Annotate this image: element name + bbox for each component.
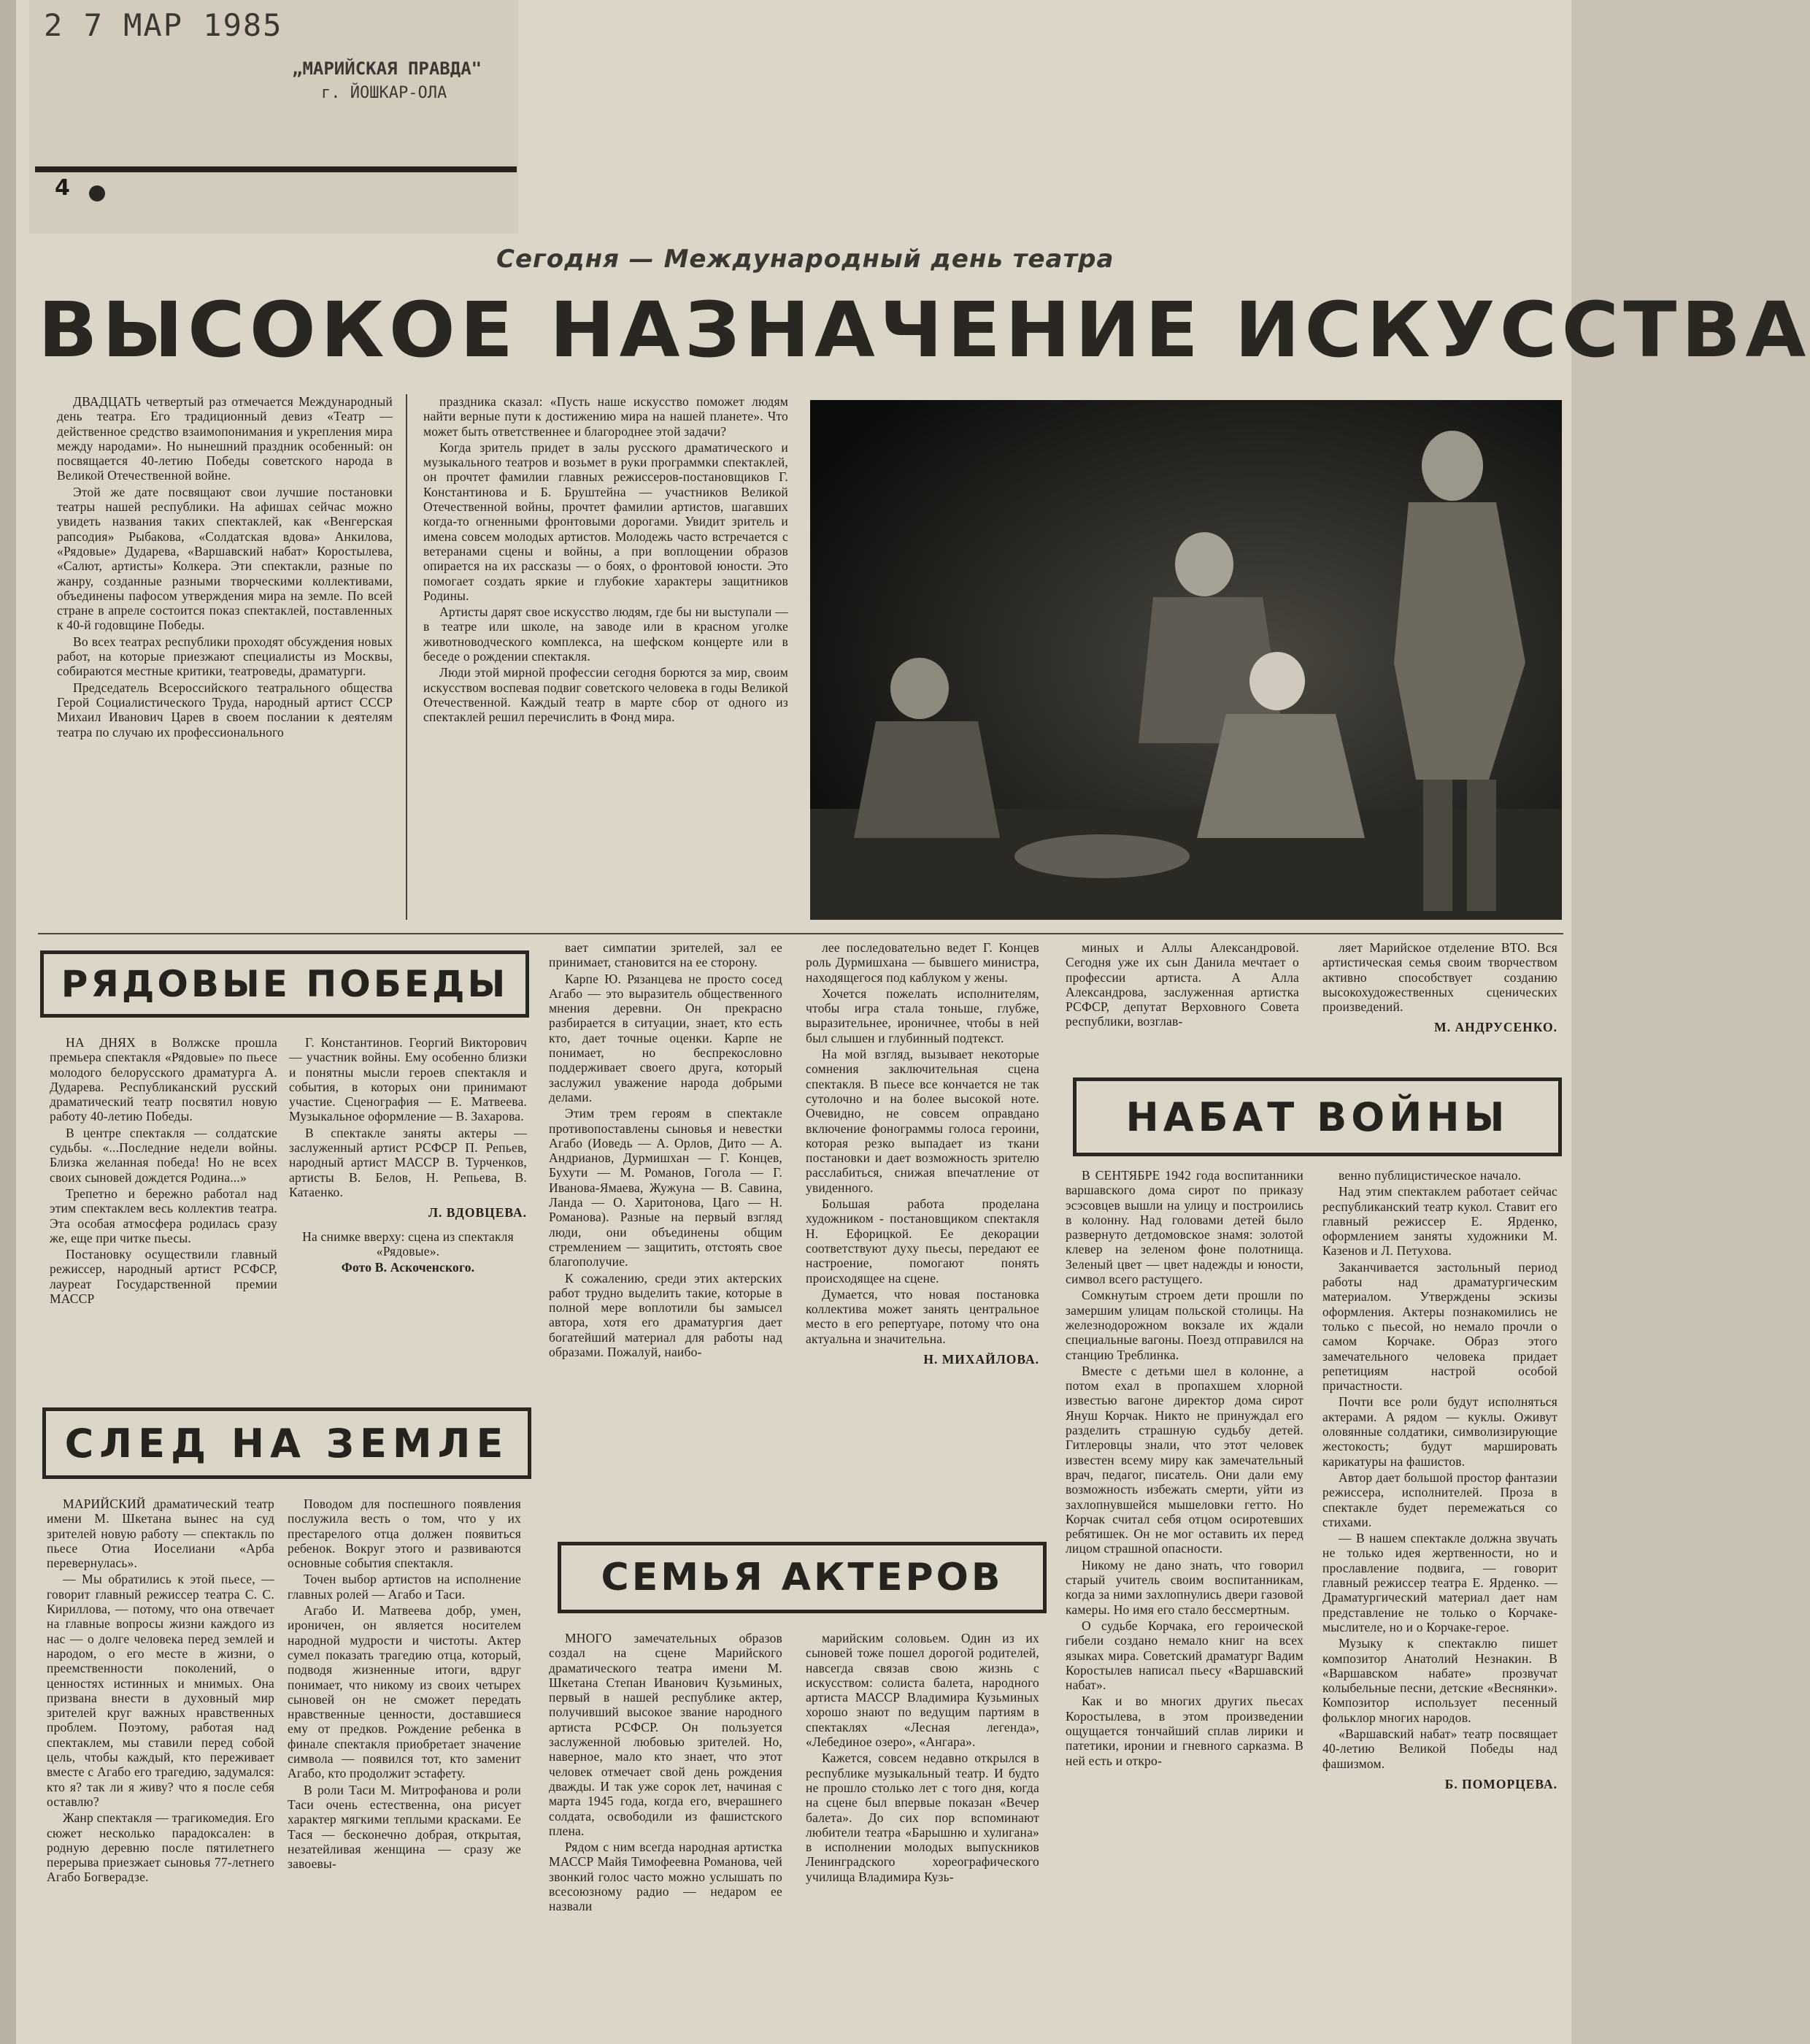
scene-photo-image (810, 400, 1562, 920)
paragraph: Агабо И. Матвеева добр, умен, ироничен, он является носителем народной мудрости и чистоты. Актер сумел показать трагедию отца, который, подводя жизненные итоги, вдруг понимает, что никому из своих четырех сыновей он не сможет передать нравственные ценности, доставшиеся ему от предков. Рождение ребенка в финале спектакля приобретает значение символа — появился тот, кто заменит Агабо, кто продолжит эстафету. (288, 1603, 521, 1781)
paragraph: К сожалению, среди этих актерских работ трудно выделить такие, которые в полной мере воплотили бы замысел автора, хотя его драматургия дает богатейший материал для работы над образами. Пожалуй, наибо- (549, 1270, 782, 1360)
paragraph: марийским соловьем. Один из их сыновей тоже пошел дорогой родителей, навсегда связав свою жизнь с искусством: солиста балета, народного артиста МАССР Владимира Кузьминых хорошо знают по ведущим партиям в спектаклях «Лесная легенда», «Лебединое озеро», «Ангара». (806, 1631, 1039, 1750)
article1-column-1 (50, 1035, 277, 1400)
paragraph: Когда зритель придет в залы русского драматического и музыкального театров и возьмет в руки программки спектаклей, он прочтет фамилии главных режиссеров-постановщиков Г. Константинова и Б. Бруштейна — участников Великой Отечественной войны, прочтет фамилии артистов, шагавших когда-то огненными фронтовыми дорогами. Увидит зритель и имена совсем молодых артистов. Молодежь часто встречается с ветеранами сцены и войны, а при воплощении образов опирается на их рассказы — о боях, о фронтовой юности. Это помогает создать яркие и глубокие характеры защитников Родины. (423, 439, 788, 603)
headline: ВЫСОКОЕ НАЗНАЧЕНИЕ ИСКУССТВА (38, 285, 1810, 374)
article2-column-1 (47, 1496, 274, 2037)
paragraph: В роли Таси М. Митрофанова и роли Таси очень естественна, она рисует характер мягкими теплыми красками. Ее Тася — бесконечно добрая, открытая, незатейливая женщина — сразу же завоевы- (288, 1782, 521, 1872)
paragraph: Артисты дарят свое искусство людям, где бы ни выступали — в театре или школе, на заводе или в красном уголке животноводческого комплекса, на шефском концерте или в беседе о рождении спектакля. (423, 604, 788, 664)
photo-credit: Фото В. Аскоченского. (341, 1260, 475, 1275)
article3-column-3 (1066, 940, 1299, 1057)
paragraph: ДВАДЦАТЬ четвертый раз отмечается Международный день театра. Его традиционный девиз «Театр — действенное средство взаимопонимания и укрепления мира между народами». Но нынешний праздник особенный: он посвящается 40-летию Победы советского народа в Великой Отечественной войне. (57, 394, 393, 483)
article3-column-4 (1322, 940, 1557, 1072)
signature: Н. МИХАЙЛОВА. (923, 1352, 1039, 1367)
paragraph: Председатель Всероссийского театрального общества Герой Социалистического Труда, народный артист СССР Михаил Иванович Царев в своем послании к деятелям театра по случаю их профессионального (57, 680, 393, 739)
article3-column-1 (549, 1631, 782, 2040)
article-title: СЛЕД НА ЗЕМЛЕ (64, 1420, 509, 1467)
paragraph: О судьбе Корчака, его героической гибели создано немало книг на всех языках мира. Советский драматург Вадим Коростылев написал пьесу «Варшавский набат». (1066, 1618, 1303, 1693)
lead-column-2 (423, 394, 788, 920)
article3-column-2 (806, 1631, 1039, 2040)
kicker: Сегодня — Международный день театра (496, 245, 1114, 274)
paragraph: На мой взгляд, вызывает некоторые сомнения заключительная сцена спектакля. В пьесе все кончается не так сутолочно и на более высокой ноте. Очевидно, не совсем оправдано включение фонограммы голоса героини, которая резко выпадает из ткани постановки и дает возможность зрителю расслабиться, снижая впечатление от увиденного. (806, 1047, 1039, 1195)
signature: М. АНДРУСЕНКО. (1434, 1020, 1557, 1035)
lead-column-1 (57, 394, 393, 920)
article2-column-3 (549, 940, 782, 1561)
article-title-box (42, 1407, 531, 1479)
article4-column-2 (1322, 1168, 1557, 2037)
newspaper-stamp: „МАРИЙСКАЯ ПРАВДА" (292, 58, 482, 79)
paragraph: Сомкнутым строем дети прошли по замершим улицам польской столицы. На железнодорожном вокзале их ждали специальные вагоны. Поезд отправился на станцию Треблинка. (1066, 1288, 1303, 1362)
paragraph: Люди этой мирной профессии сегодня борются за мир, своим искусством воспевая подвиг советского человека в годы Великой Отечественной. Каждый театр в марте сбор от одного из спектаклей решил перечислить в Фонд мира. (423, 665, 788, 725)
article-title: НАБАТ ВОЙНЫ (1125, 1094, 1509, 1140)
paragraph: Постановку осуществили главный режиссер, народный артист РСФСР, лауреат Государственной премии МАССР (50, 1247, 277, 1307)
paragraph: Г. Константинов. Георгий Викторович — участник войны. Ему особенно близки и понятны мысли героев спектакля и события, в которых они принимают участие. Сценография — Е. Матвеева. Музыкальное оформление — В. Захарова. (289, 1035, 527, 1124)
paragraph: Вместе с детьми шел в колонне, а потом ехал в пропахшем хлорной известью вагоне директор дома сирот Януш Корчак. Никто не принуждал его разделить страшную судьбу детей. Гитлеровцы знали, что этот человек известен всему миру как замечательный врач, педагог, писатель. Они дали ему возможность избежать смерти, уйти из захлопнувшейся мышеловки гетто. Но Корчак считал себя отцом осиротевших ребятишек. Он не мог оставить их перед лицом страшной опасности. (1066, 1363, 1303, 1556)
paragraph: Над этим спектаклем работает сейчас республиканский театр кукол. Ставит его главный режиссер Е. Ярденко, оформлением заняты художники М. Казенов и Л. Петухова. (1322, 1184, 1557, 1259)
article2-column-2 (288, 1496, 521, 2037)
article2-column-4 (806, 940, 1039, 1524)
signature: Л. ВДОВЦЕВА. (428, 1205, 527, 1221)
photo-caption: На снимке вверху: сцена из спектакля «Рядовые». (302, 1229, 514, 1259)
paragraph: «Варшавский набат» театр посвящает 40-летию Великой Победы над фашизмом. (1322, 1726, 1557, 1771)
page-dot (89, 185, 105, 201)
paragraph: Музыку к спектаклю пишет композитор Анатолий Незнакин. В «Варшавском набате» прозвучат колыбельные песни, детские «Веснянки». Композитор использует песенный фольклор многих народов. (1322, 1636, 1557, 1725)
paragraph: Хочется пожелать исполнителям, чтобы игра стала тоньше, глубже, выразительнее, ироничнее, чтобы в ней был слышен и глубинный подтекст. (806, 986, 1039, 1045)
article-title-box (40, 950, 529, 1018)
paragraph: праздника сказал: «Пусть наше искусство поможет людям найти верные пути к достижению мира на нашей планете». Что может быть ответственнее и благороднее этой задачи? (423, 394, 788, 439)
paragraph: МНОГО замечательных образов создал на сцене Марийского драматического театра имени М. Шкетана Степан Иванович Кузьминых, первый в нашей республике актер, получивший высокое звание народного артиста РСФСР. Он пользуется заслуженной любовью зрителей. Но, наверное, мало кто знает, что этот человек отмечает свой день рождения дважды. И так уже сорок лет, начиная с марта 1945 года, когда его, вчерашнего солдата, освободили из фашистского плена. (549, 1631, 782, 1838)
paragraph: миных и Аллы Александровой. Сегодня уже их сын Данила мечтает о профессии артиста. А Алла Александрова, заслуженная артистка РСФСР, депутат Верховного Совета республики, возглав- (1066, 940, 1299, 1029)
paragraph: Никому не дано знать, что говорил старый учитель своим воспитанникам, когда за ними захлопнулись двери газовой камеры. Но имя его стало бессмертным. (1066, 1557, 1303, 1617)
paragraph: Автор дает большой простор фантазии режиссера, исполнителей. Проза в спектакле будет перемежаться со стихами. (1322, 1469, 1557, 1529)
paragraph: венно публицистическое начало. (1339, 1168, 1522, 1183)
signature: Б. ПОМОРЦЕВА. (1444, 1776, 1557, 1791)
paragraph: НА ДНЯХ в Волжске прошла премьера спектакля «Рядовые» по пьесе молодого белорусского драматурга А. Дударева. Республиканский русский драматический театр посвятил новую работу 40-летию Победы. (50, 1035, 277, 1124)
paragraph: Почти все роли будут исполняться актерами. А рядом — куклы. Оживут оловянные солдатики, символизирующие жестокость; будут маршировать карикатуры на фашистов. (1322, 1394, 1557, 1469)
paragraph: Точен выбор артистов на исполнение главных ролей — Агабо и Таси. (288, 1572, 521, 1602)
page-number: 4 (55, 175, 70, 201)
paragraph: ляет Марийское отделение ВТО. Вся артистическая семья своим творчеством активно способствует созданию высокохудожественных сценических произведений. (1322, 940, 1557, 1015)
paragraph: Жанр спектакля — трагикомедия. Его сюжет несколько парадоксален: в родную деревню после пятилетнего перерыва приезжает сыновья 77-летнего Агабо Богверадзе. (47, 1810, 274, 1885)
paragraph: В спектакле заняты актеры — заслуженный артист РСФСР П. Репьев, народный артист МАССР В. Турченков, артисты В. Белов, Н. Репьева, В. Катаенко. (289, 1125, 527, 1199)
header-rule (35, 166, 517, 172)
section-rule (38, 933, 1563, 934)
paragraph: Заканчивается застольный период работы над драматургическим материалом. Утверждены эскизы оформления. Актеры познакомились не только с пьесой, но немало прочли о самом Корчаке. Образ этого замечательного человека придает репетициям настрой особой причастности. (1322, 1259, 1557, 1394)
paragraph: лее последовательно ведет Г. Концев роль Дурмишхана — бывшего министра, находящегося под каблуком у жены. (806, 940, 1039, 985)
paragraph: — В нашем спектакле должна звучать не только идея жертвенности, но и прославление подвига, — говорит главный режиссер театра Е. Ярденко. — Драматургический материал дает нам представление не только о Корчаке-мыслителе, но и о Корчаке-герое. (1322, 1531, 1557, 1634)
city-stamp: г. ЙОШКАР-ОЛА (321, 84, 447, 102)
paragraph: Поводом для поспешного появления послужила весть о том, что у их престарелого отца должен появиться ребенок. Вокруг этого и развиваются основные события спектакля. (288, 1496, 521, 1571)
paragraph: Думается, что новая постановка коллектива может занять центральное место в его репертуаре, потому что она актуальна и значительна. (806, 1286, 1039, 1346)
paragraph: — Мы обратились к этой пьесе, — говорит главный режиссер театра С. С. Кириллова, — потому, что она отвечает на главные вопросы жизни каждого из нас — о долге человека перед землей и народом, о его месте в жизни, о преемственности поколений, о ценностях истинных и мнимых. Она призвана внести в духовный мир зрителей круг важных нравственных проблем. Поэтому, работая над спектаклем, мы ставили перед собой цель, чтобы каждый, кто переживает вместе с Агабо его трагедию, задумался: кто я? так ли я живу? что я после себя оставлю? (47, 1572, 274, 1809)
paragraph: Во всех театрах республики проходят обсуждения новых работ, на которые приезжают специалисты из Москвы, собираются местные критики, театроведы, драматурги. (57, 634, 393, 679)
article-title-box (1073, 1077, 1562, 1156)
paragraph: Как и во многих других пьесах Коростылева, в этом произведении ощущается тончайший сплав лирики и патетики, иронии и гневного сарказма. В ней есть и откро- (1066, 1694, 1303, 1768)
paragraph: Этим трем героям в спектакле противопоставлены сыновья и невестки Агабо (Иоведь — А. Орлов, Дито — А. Андрианов, Дурмишхан — Г. Концев, Бухути — М. Романов, Гогола — Г. Иванова-Ямаева, Жужуна — В. Савина, Ланда — О. Харитонова, Цаго — Н. Романова). Разные на первый взгляд люди, они объединены общим стремлением — защитить, отстоять свое благополучие. (549, 1106, 782, 1269)
paragraph: Трепетно и бережно работал над этим спектаклем весь коллектив театра. Эта особая атмосфера родилась сразу же, еще при читке пьесы. (50, 1186, 277, 1245)
paragraph: МАРИЙСКИЙ драматический театр имени М. Шкетана вынес на суд зрителей новую работу — спектакль по пьесе Отиа Иоселиани «Арба перевернулась». (47, 1496, 274, 1571)
date-stamp: 2 7 МАР 1985 (44, 7, 283, 43)
scene-photo (810, 400, 1562, 920)
article-title: РЯДОВЫЕ ПОБЕДЫ (61, 963, 509, 1005)
article4-column-1 (1066, 1168, 1303, 2037)
paragraph: В СЕНТЯБРЕ 1942 года воспитанники варшавского дома сирот по приказу эсэсовцев вышли на улицу и построились в колонну. Над головами детей было развернуто детдомовское знамя: золотой клевер на зеленом фоне полотнища. Зеленый цвет — цвет надежды и юности, символ всего растущего. (1066, 1168, 1303, 1287)
column-divider (406, 394, 407, 920)
article-title: СЕМЬЯ АКТЕРОВ (601, 1556, 1004, 1599)
paragraph: вает симпатии зрителей, зал ее принимает, становится на ее сторону. (549, 940, 782, 970)
paragraph: В центре спектакля — солдатские судьбы. «...Последние недели войны. Близка желанная победа! Но не всех своих сыновей дождется Родина...» (50, 1125, 277, 1185)
paragraph: Рядом с ним всегда народная артистка МАССР Майя Тимофеевна Романова, чей звонкий голос часто можно услышать по всесоюзному радио — недаром ее назвали (549, 1840, 782, 1914)
paragraph: Большая работа проделана художником - постановщиком спектакля Н. Ефорицкой. Ее декорации соответствуют духу пьесы, передают ее настроение, помогают понять происходящее на сцене. (806, 1196, 1039, 1286)
page-gutter-shadow (0, 0, 16, 2044)
paragraph: Кажется, совсем недавно открылся в республике музыкальный театр. И будто не прошло столько лет с того дня, когда на сцене был впервые показан «Вечер балета». До сих пор вспоминают любители театра «Барышню и хулигана» в исполнении молодых выпускников Ленинградского хореографического училища Владимира Кузь- (806, 1751, 1039, 1884)
paragraph: Карпе Ю. Рязанцева не просто сосед Агабо — это выразитель общественного мнения деревни. Он прекрасно разбирается в ситуации, знает, кто есть кто, дает точные оценки. Карпе не понимает, но беспрекословно поддерживает своего друга, который заслужил уважение народа добрыми делами. (549, 971, 782, 1104)
paragraph: Этой же дате посвящают свои лучшие постановки театры нашей республики. На афишах сейчас можно увидеть названия таких спектаклей, как «Венгерская рапсодия» Рыбакова, «Солдатская вдова» Анкилова, «Рядовые» Дударева, «Варшавский набат» Коростылева, «Салют, артисты» Колкера. Эти спектакли, разные по жанру, созданные разными творческими коллективами, объединены пафосом утверждения мира на земле. По всей стране в апреле состоится показ спектаклей, поставленных к 40-й годовщине Победы. (57, 484, 393, 633)
article1-column-2 (289, 1035, 527, 1400)
article-title-box (558, 1542, 1047, 1613)
